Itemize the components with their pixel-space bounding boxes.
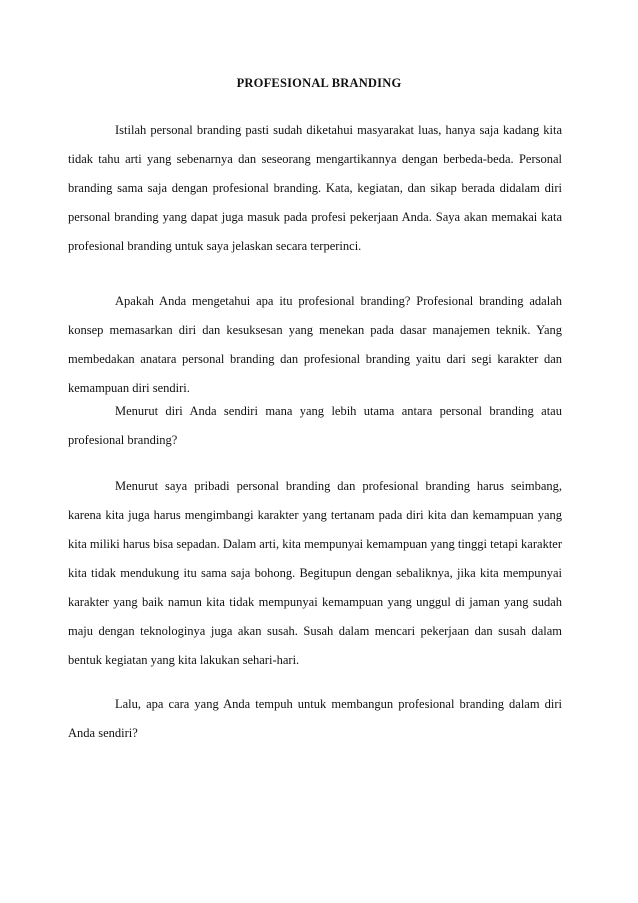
paragraph-3: Menurut diri Anda sendiri mana yang lebih utama antara personal branding atau profesional branding? <box>68 404 562 447</box>
paragraph-2: Apakah Anda mengetahui apa itu profesional branding? Profesional branding adalah konsep memasarkan diri dan kesuksesan yang menekan pada dasar manajemen teknik. Yang membedakan anatara personal branding dan profesional branding yaitu dari segi karakter dan kemampuan diri sendiri. <box>68 294 562 395</box>
document-title: PROFESIONAL BRANDING <box>236 76 402 90</box>
paragraph-1: Istilah personal branding pasti sudah diketahui masyarakat luas, hanya saja kadang kita tidak tahu arti yang sebenarnya dan seseorang mengartikannya dengan berbeda-beda. Personal branding sama saja dengan profesional branding. Kata, kegiatan, dan sikap berada didalam diri personal branding yang dapat juga masuk pada profesi pekerjaan Anda. Saya akan memakai kata profesional branding untuk saya jelaskan secara terperinci. <box>68 123 562 253</box>
paragraph-4: Menurut saya pribadi personal branding dan profesional branding harus seimbang, karena kita juga harus mengimbangi karakter yang tertanam pada diri kita dan kemampuan yang kita miliki harus bisa sepadan. Dalam arti, kita mempunyai kemampuan yang tinggi tetapi karakter kita tidak mendukung itu sama saja bohong. Begitupun dengan sebaliknya, jika kita mempunyai karakter yang baik namun kita tidak mempunyai kemampuan yang unggul di jaman yang sudah maju dengan teknologinya juga akan susah. Susah dalam mencari pekerjaan dan susah dalam bentuk kegiatan yang kita lakukan sehari-hari. <box>68 479 562 667</box>
paragraph-5: Lalu, apa cara yang Anda tempuh untuk membangun profesional branding dalam diri Anda sendiri? <box>68 697 562 740</box>
